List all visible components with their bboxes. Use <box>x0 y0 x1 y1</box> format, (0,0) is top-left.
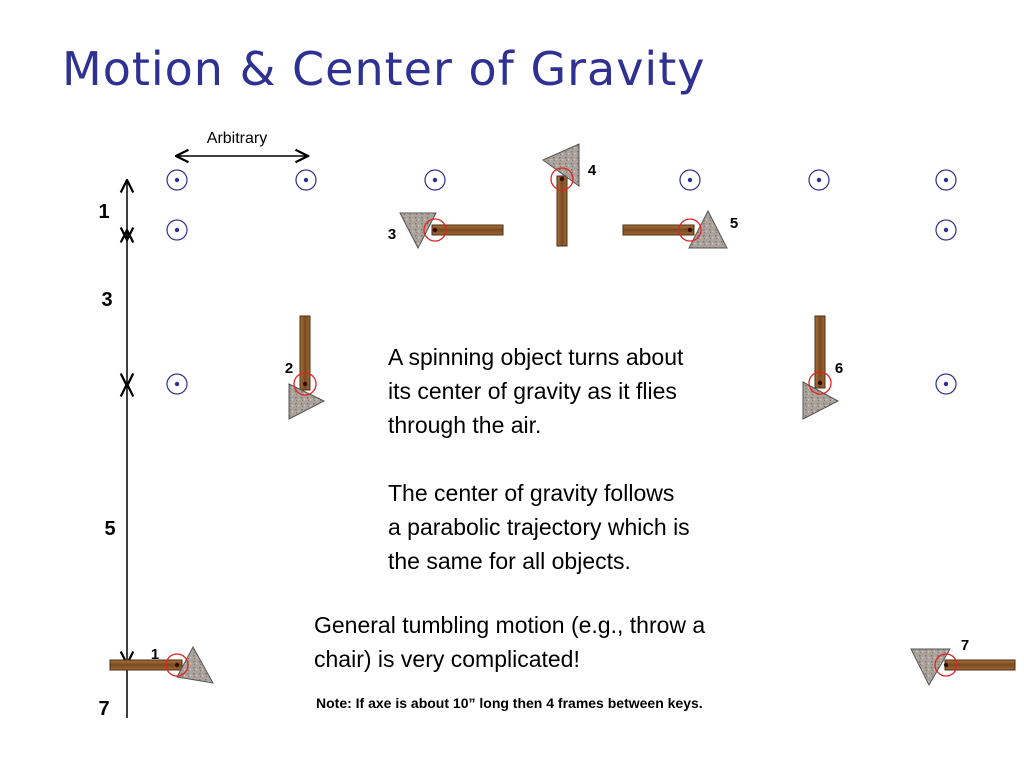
spacing-label: 7 <box>98 698 110 720</box>
axe-frame-6 <box>803 316 838 419</box>
axe-frame-5 <box>623 211 727 248</box>
spacing-label: 3 <box>101 289 113 311</box>
axe-frame-7 <box>911 649 1015 685</box>
axe-frame-2 <box>289 316 324 419</box>
description-trajectory: The center of gravity follows a parabolic trajectory which is the same for all objects. <box>388 480 690 574</box>
frame-label: 7 <box>960 637 970 654</box>
frame-label: 5 <box>729 215 739 232</box>
spacing-label: 5 <box>104 518 116 540</box>
footnote: Note: If axe is about 10” long then 4 frames between keys. <box>316 695 703 711</box>
cg-marker <box>167 170 187 190</box>
slide-title: Motion & Center of Gravity <box>62 42 706 96</box>
frame-label: 3 <box>387 226 397 243</box>
description-spinning: A spinning object turns about its center of gravity as it flies through the air. <box>388 344 684 438</box>
axe-frame-4 <box>543 144 579 246</box>
frame-label: 6 <box>834 360 844 377</box>
frame-label: 4 <box>587 162 597 179</box>
description-tumbling: General tumbling motion (e.g., throw a chair) is very complicated! <box>314 612 706 672</box>
frame-label: 2 <box>284 360 294 377</box>
arbitrary-label: Arbitrary <box>206 130 268 147</box>
axe-frame-3 <box>400 213 503 248</box>
cg-marker <box>936 374 956 394</box>
cg-marker <box>167 220 187 240</box>
axe-frame-1 <box>110 647 213 683</box>
cg-marker <box>936 220 956 240</box>
frame-label: 1 <box>150 646 160 663</box>
cg-marker <box>680 170 700 190</box>
cg-marker <box>936 170 956 190</box>
cg-marker <box>425 170 445 190</box>
cg-marker <box>167 374 187 394</box>
cg-marker <box>809 170 829 190</box>
cg-marker <box>296 170 316 190</box>
spacing-label: 1 <box>98 201 110 223</box>
